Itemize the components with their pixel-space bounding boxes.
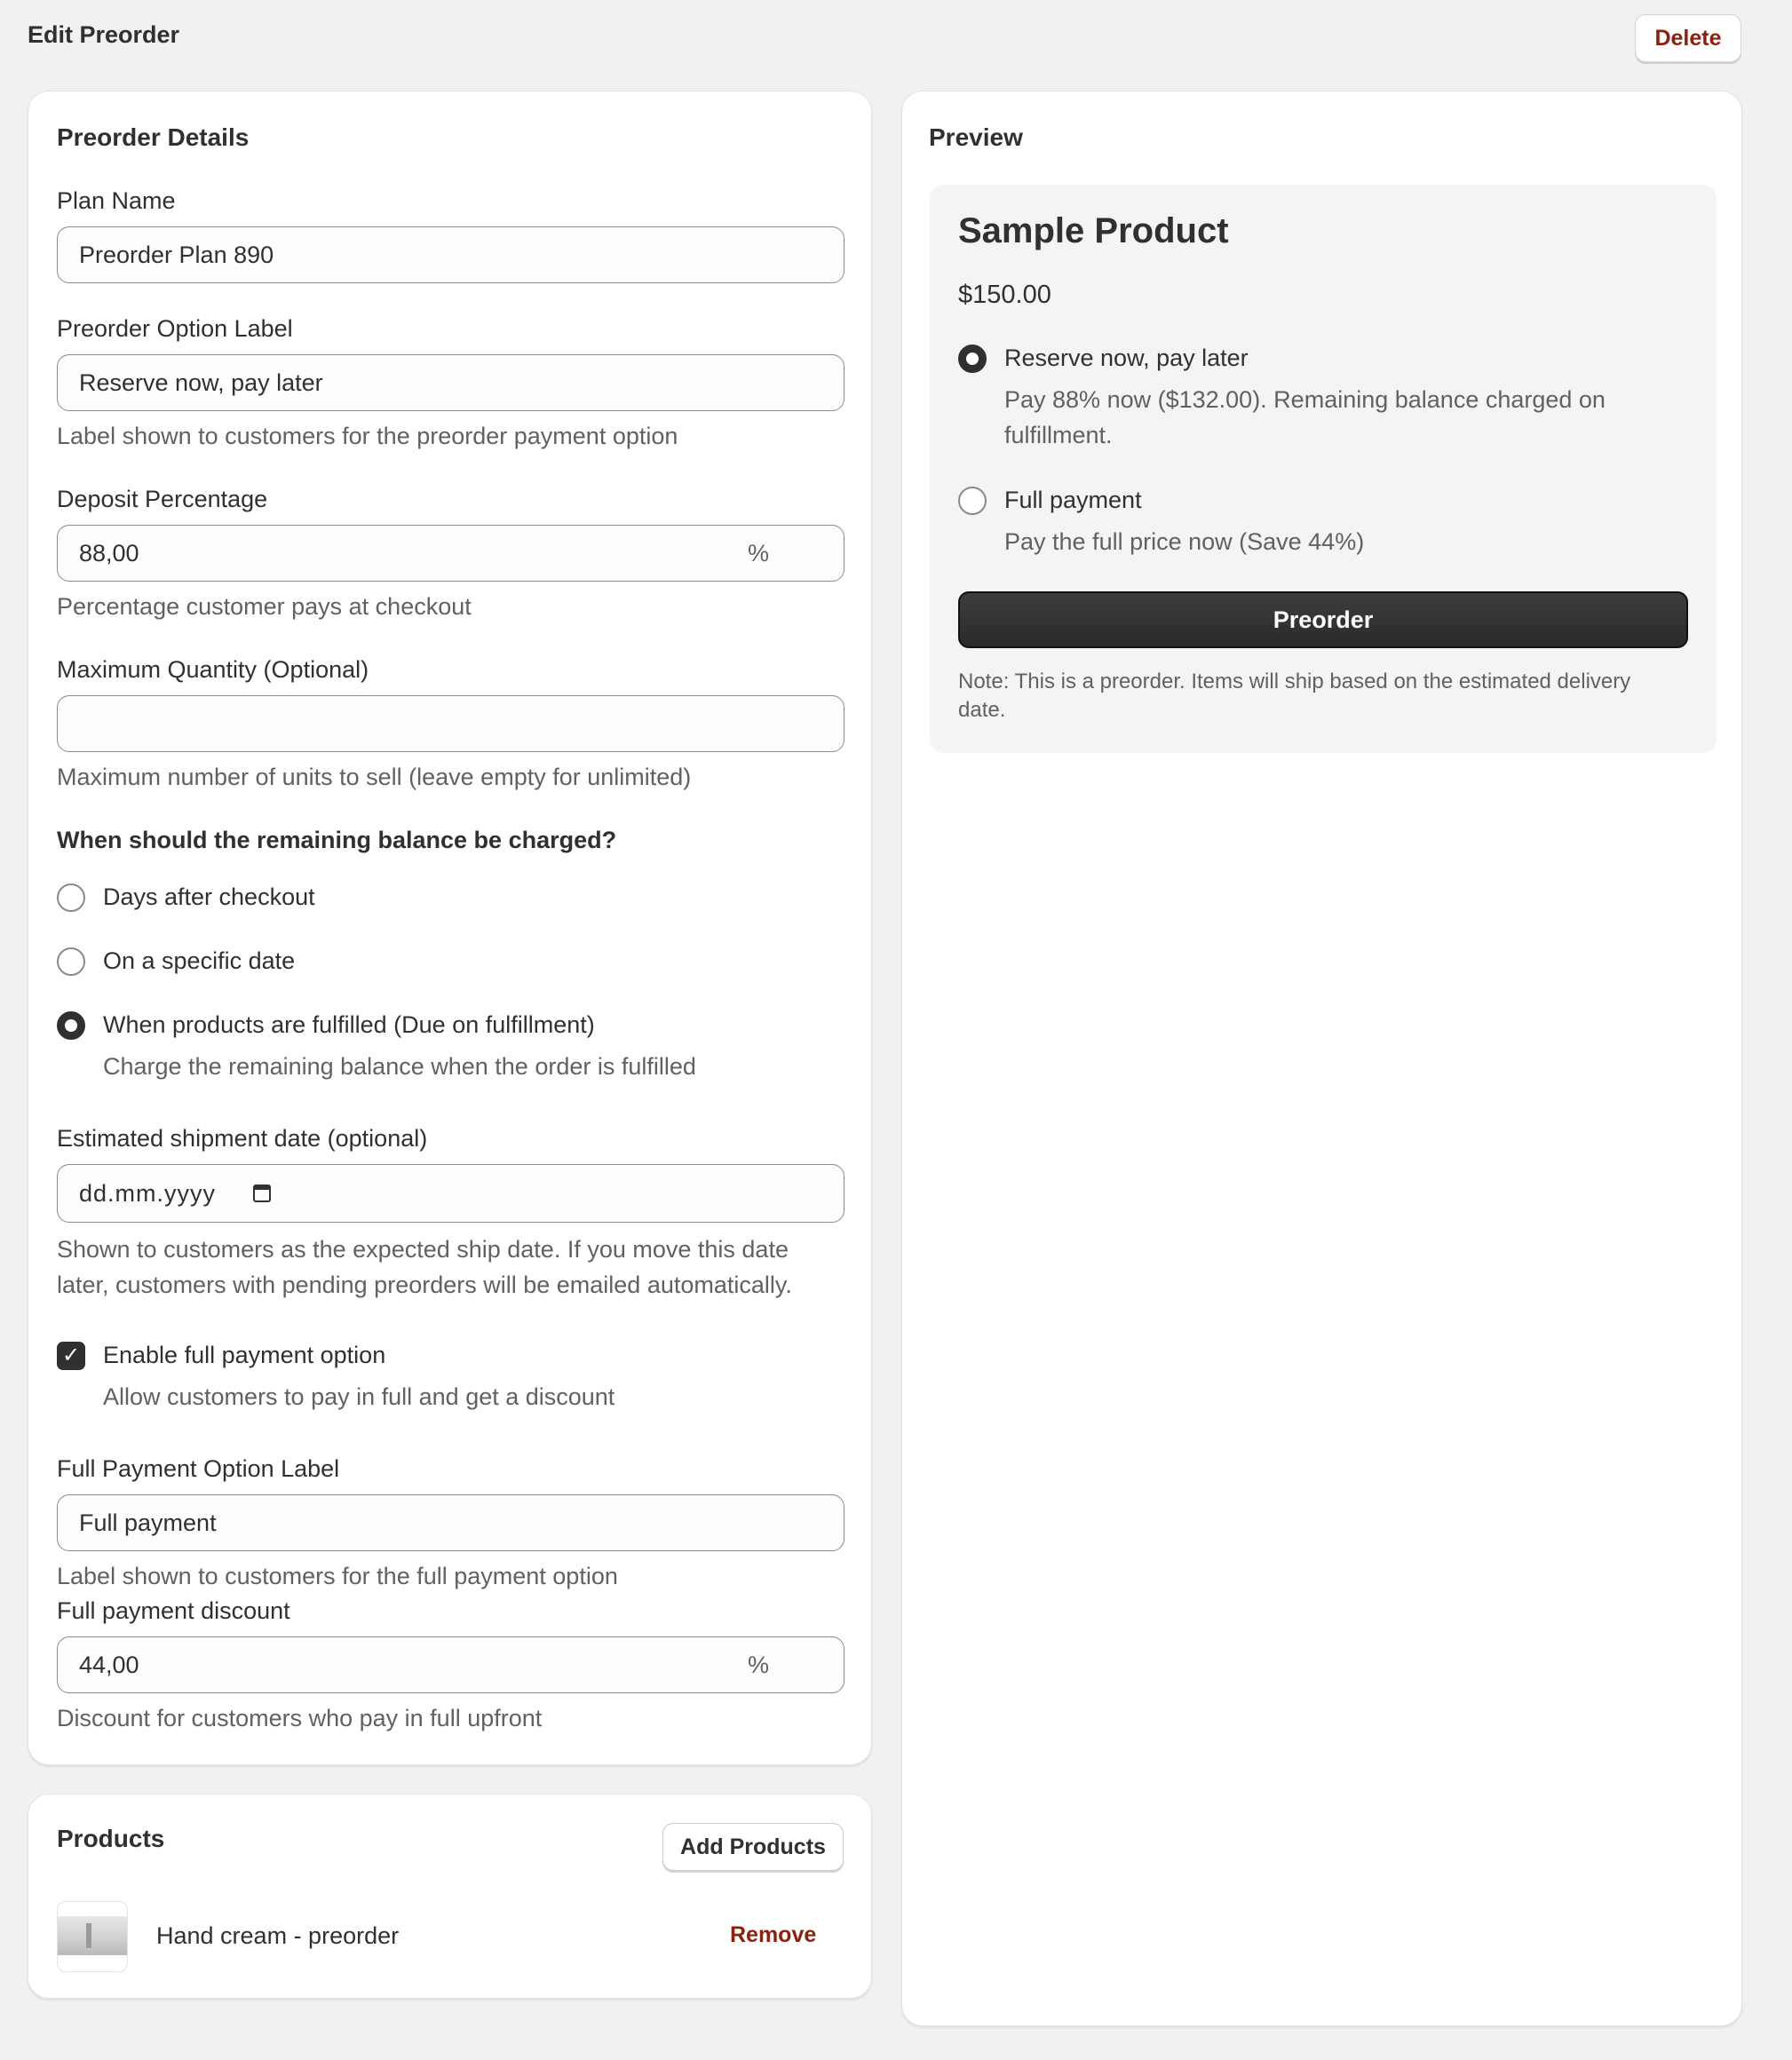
max-qty-help: Maximum number of units to sell (leave empty for unlimited) [57,764,692,790]
deposit-help: Percentage customer pays at checkout [57,593,472,620]
option-label-value: Reserve now, pay later [79,368,323,396]
percent-suffix: % [747,1651,769,1678]
products-card [28,1794,872,1999]
remove-product-button[interactable]: Remove [730,1922,817,1947]
full-payment-label-value: Full payment [79,1509,217,1536]
max-qty-label: Maximum Quantity (Optional) [57,656,369,683]
product-image [58,1916,128,1955]
ship-date-placeholder: dd.mm.yyyy [79,1179,217,1207]
product-name: Hand cream - preorder [156,1922,400,1949]
full-payment-label-label: Full Payment Option Label [57,1455,340,1482]
plan-name-value: Preorder Plan 890 [79,241,274,268]
ship-date-input[interactable] [57,1164,844,1223]
discount-value: 44,00 [79,1651,139,1678]
preview-note-line1: Note: This is a preorder. Items will ship based on the estimated delivery [958,670,1631,693]
radio-days-after-checkout[interactable] [57,883,85,912]
preview-card [901,91,1742,2026]
deposit-value: 88,00 [79,539,139,566]
full-payment-label-help: Label shown to customers for the full payment option [57,1563,618,1589]
option-label-help: Label shown to customers for the preorder payment option [57,423,678,449]
calendar-icon[interactable] [253,1184,271,1202]
ship-date-help-line1: Shown to customers as the expected ship date. If you move this date [57,1236,789,1263]
section-title: Preorder Details [57,123,250,151]
max-qty-input[interactable] [57,695,844,752]
plan-name-label: Plan Name [57,187,176,214]
preview-radio-reserve[interactable] [958,345,987,373]
discount-label: Full payment discount [57,1597,290,1624]
product-price: $150.00 [958,281,1051,309]
product-title: Sample Product [958,211,1229,250]
full-payment-checkbox[interactable] [57,1342,85,1370]
radio-on-fulfillment-label[interactable]: When products are fulfilled (Due on fulfillment) [103,1011,595,1038]
delete-button[interactable]: Delete [1635,14,1741,62]
page-title: Edit Preorder [28,21,180,48]
preview-box [930,185,1717,753]
option-label-input[interactable] [57,354,844,411]
ship-date-label: Estimated shipment date (optional) [57,1125,428,1152]
deposit-input[interactable] [57,525,844,582]
preorder-button[interactable]: Preorder [958,591,1688,648]
preview-reserve-desc-line2: fulfillment. [1004,422,1113,448]
preview-full-desc: Pay the full price now (Save 44%) [1004,528,1365,555]
balance-question: When should the remaining balance be charged? [57,827,617,853]
plan-name-input[interactable] [57,226,844,283]
radio-specific-date[interactable] [57,947,85,976]
fulfillment-help: Charge the remaining balance when the order is fulfilled [103,1053,696,1080]
radio-on-fulfillment[interactable] [57,1011,85,1040]
deposit-label: Deposit Percentage [57,486,268,512]
preview-reserve-desc-line1: Pay 88% now ($132.00). Remaining balance charged on [1004,386,1606,413]
full-payment-toggle-help: Allow customers to pay in full and get a discount [103,1383,615,1410]
full-payment-toggle-label[interactable]: Enable full payment option [103,1342,386,1368]
products-title: Products [57,1825,165,1852]
option-label-label: Preorder Option Label [57,315,293,342]
radio-specific-date-label[interactable]: On a specific date [103,947,296,974]
add-products-button[interactable]: Add Products [662,1823,844,1871]
preview-reserve-label[interactable]: Reserve now, pay later [1004,345,1249,371]
preview-full-label[interactable]: Full payment [1004,487,1142,513]
radio-days-after-checkout-label[interactable]: Days after checkout [103,883,315,910]
preorder-details-card [28,91,872,1765]
discount-input[interactable] [57,1636,844,1693]
percent-suffix: % [747,539,769,566]
product-thumbnail [57,1901,128,1972]
preview-radio-full[interactable] [958,487,987,515]
preview-note-line2: date. [958,698,1006,722]
discount-help: Discount for customers who pay in full upfront [57,1705,543,1731]
ship-date-help-line2: later, customers with pending preorders will be emailed automatically. [57,1272,792,1298]
checkmark-icon: ✓ [61,1343,81,1367]
full-payment-label-input[interactable] [57,1494,844,1551]
preview-title: Preview [929,123,1023,151]
